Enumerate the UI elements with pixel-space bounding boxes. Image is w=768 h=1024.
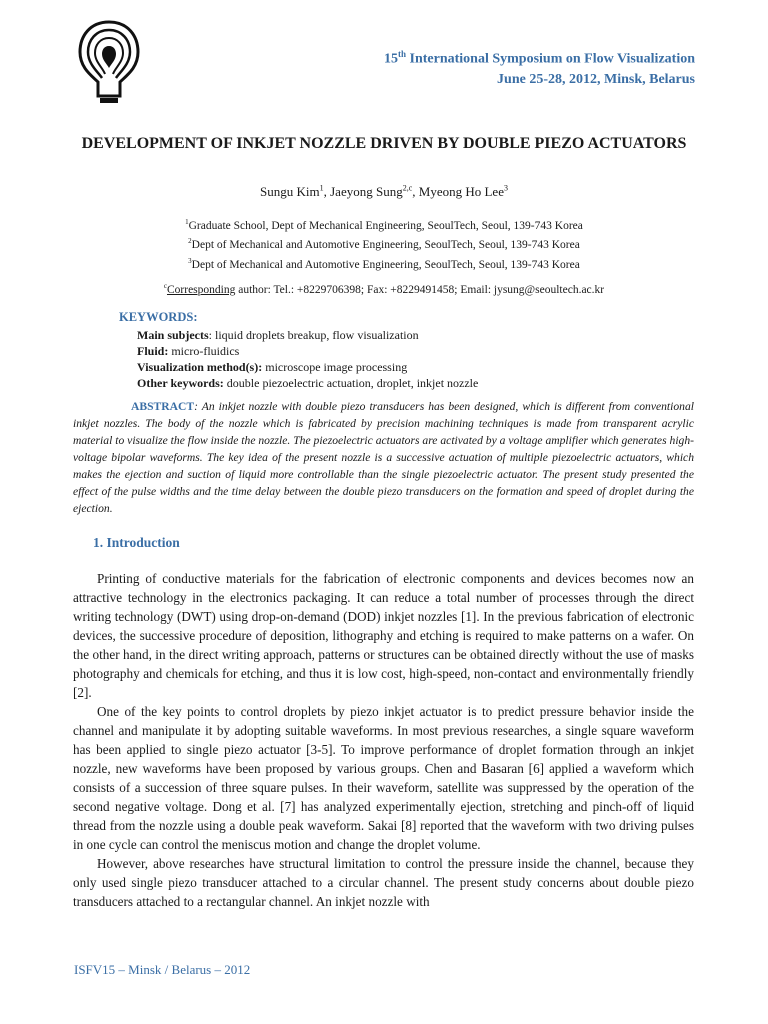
keyword-item: Main subjects: liquid droplets breakup, flow visualization [137, 328, 419, 342]
keywords-list [137, 327, 478, 391]
section-heading-introduction: 1. Introduction [93, 535, 180, 550]
abstract-text: : An inkjet nozzle with double piezo transducers has been designed, which is different from conventional inkjet nozzles. The body of the nozzle which is fabricated by precision machining techniques is made from transparent acrylic material to visualize the flow inside the nozzle. The piezoelectric actuators are activated by a voltage amplifier which generates high-voltage bipolar waveforms. The key idea of the present nozzle is a successive actuation of multiple piezoelectric actuators, which makes the ejection and suction of liquid more controllable than the single piezoelectric actuator. The present study presented the effect of the pulse widths and the time delay between the double piezo transducers on the formation and speed of droplet during the ejection. [73, 400, 694, 515]
corresponding-author: $^c$Corresponding author: Tel.: +8229706398; Fax: +8229491458; Email: jysung@seoultech.ac.kr [163, 282, 605, 296]
paragraph: Printing of conductive materials for the fabrication of electronic components and devices becomes now an attractive technology in the electronics packaging. It can reduce a total number of processes through the direct writing technology (DWT) using drop-on-demand (DOD) inkjet nozzles [1]. In the previous fabrication of electronic devices, the successive procedure of deposition, lithography and etching is required to make patterns on a wafer. On the other hand, in the direct writing approach, patterns or structures can be obtained directly without the use of masks photography and chemicals for etching, and thus it is low cost, high-speed, non-contact and environmentally friendly [2]. [73, 571, 694, 700]
author: Jaeyong Sung$^{2,c}$, [330, 184, 419, 200]
affiliation: $^3$Dept of Mechanical and Automotive Engineering, SeoulTech, Seoul, 139-743 Korea [188, 256, 580, 271]
paragraph: One of the key points to control droplets by piezo inkjet actuator is to predict pressure behavior inside the channel and manipulate it by adopting suitable waveforms. In most previous researches, a single square waveform has been applied to single piezo actuator [3-5]. To improve performance of droplet formation through an inkjet nozzle, new waveforms have been proposed by various groups. Chen and Basaran [6] applied a waveform which consists of a succession of three square pulses. In their waveform, satellite was suppressed by the operation of the second negative voltage. Dong et al. [7] has analyzed experimentally ejection, stretching and pinch-off of liquid thread from the nozzle using a double peak waveform. Sakai [8] reported that the waveform with two driving pulses in one cycle can control the meniscus motion and change the droplet volume. [73, 704, 694, 852]
introduction-body [73, 569, 694, 911]
symposium-logo [76, 18, 142, 104]
affiliation-list [80, 215, 688, 273]
paragraph: However, above researches have structural limitation to control the pressure inside the channel, because they only used single piezo transducer attached to a circular channel. The present study concerns about double piezo transducers attached to a rectangular channel. An inkjet nozzle with [73, 856, 694, 909]
keyword-item: Fluid: micro-fluidics [137, 344, 240, 358]
author: Myeong Ho Lee$^3$ [418, 184, 508, 200]
conference-dates: June 25-28, 2012, Minsk, Belarus [497, 71, 695, 87]
abstract [73, 398, 694, 517]
keyword-item: Visualization method(s): microscope image processing [137, 360, 408, 374]
affiliation: $^2$Dept of Mechanical and Automotive Engineering, SeoulTech, Seoul, 139-743 Korea [188, 237, 580, 252]
page-footer: ISFV15 – Minsk / Belarus – 2012 [74, 962, 251, 977]
keyword-item: Other keywords: double piezoelectric actuation, droplet, inkjet nozzle [137, 376, 479, 390]
author: Sungu Kim$^1$, [260, 184, 331, 200]
paper-title: DEVELOPMENT OF INKJET NOZZLE DRIVEN BY DOUBLE PIEZO ACTUATORS [81, 135, 687, 152]
conference-name: 15th International Symposium on Flow Visualization [383, 49, 695, 67]
abstract-label: ABSTRACT [131, 400, 195, 413]
author-list [80, 184, 688, 200]
conference-header [384, 44, 695, 90]
keywords-heading: KEYWORDS: [119, 310, 198, 324]
affiliation: $^1$Graduate School, Dept of Mechanical Engineering, SeoulTech, Seoul, 139-743 Korea [185, 218, 583, 232]
